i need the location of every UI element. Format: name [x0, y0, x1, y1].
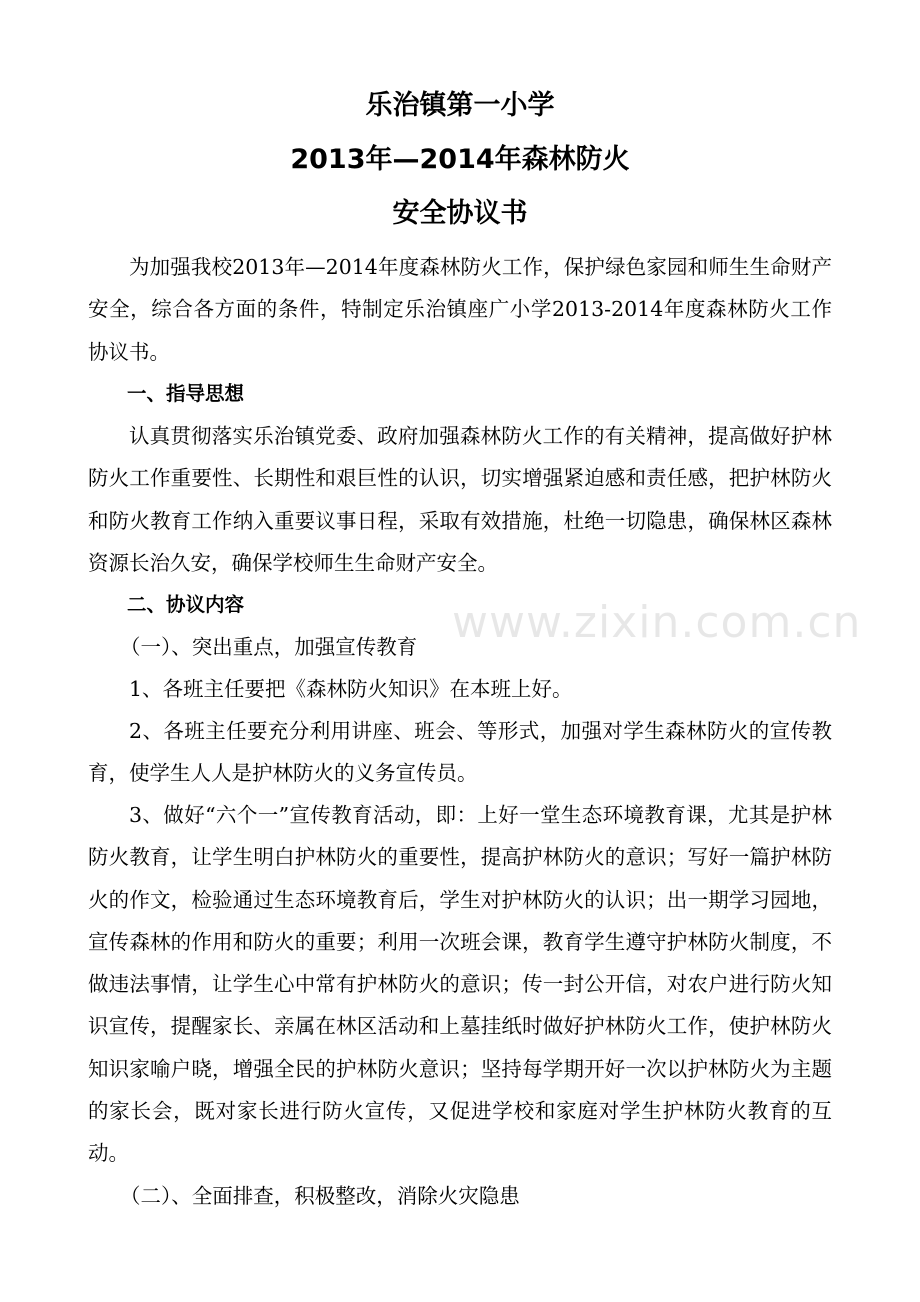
section-heading-guiding-ideology: 一、指导思想 [127, 382, 245, 405]
intro-paragraph: 为加强我校2013年—2014年度森林防火工作，保护绿色家园和师生生命财产安全，综合各方面的条件，特制定乐治镇座广小学2013-2014年度森林防火工作协议书。 [88, 255, 832, 364]
section-heading-agreement-content: 二、协议内容 [127, 593, 245, 616]
subsection-heading-inspection: （二）、全面排查，积极整改，消除火灾隐患 [120, 1184, 520, 1208]
subsection-heading-publicity: （一）、突出重点，加强宣传教育 [120, 635, 418, 659]
list-item: 2、各班主任要充分利用讲座、班会、等形式，加强对学生森林防火的宣传教育，使学生人人是护林防火的义务宣传员。 [88, 719, 832, 786]
title-agreement: 安全协议书 [392, 198, 528, 229]
watermark: www.zixin.com.cn [452, 597, 862, 648]
title-years: 2013年—2014年森林防火 [290, 144, 630, 175]
guiding-ideology-paragraph: 认真贯彻落实乐治镇党委、政府加强森林防火工作的有关精神，提高做好护林防火工作重要性、长期性和艰巨性的认识，切实增强紧迫感和责任感，把护林防火和防火教育工作纳入重要议事日程，采取有效措施，杜绝一切隐患，确保林区森林资源长治久安，确保学校师生生命财产安全。 [88, 424, 832, 575]
title-school: 乐治镇第一小学 [365, 90, 555, 121]
list-item: 3、做好“六个一”宣传教育活动，即：上好一堂生态环境教育课，尤其是护林防火教育，让学生明白护林防火的重要性，提高护林防火的意识；写好一篇护林防火的作文，检验通过生态环境教育后，学生对护林防火的认识；出一期学习园地，宣传森林的作用和防火的重要；利用一次班会课，教育学生遵守护林防火制度，不做违法事情，让学生心中常有护林防火的意识；传一封公开信，对农户进行防火知识宣传，提醒家长、亲属在林区活动和上墓挂纸时做好护林防火工作，使护林防火知识家喻户晓，增强全民的护林防火意识；坚持每学期开好一次以护林防火为主题的家长会，既对家长进行防火宣传，又促进学校和家庭对学生护林防火教育的互动。 [88, 803, 832, 1166]
list-item: 1、各班主任要把《森林防火知识》在本班上好。 [129, 677, 573, 701]
